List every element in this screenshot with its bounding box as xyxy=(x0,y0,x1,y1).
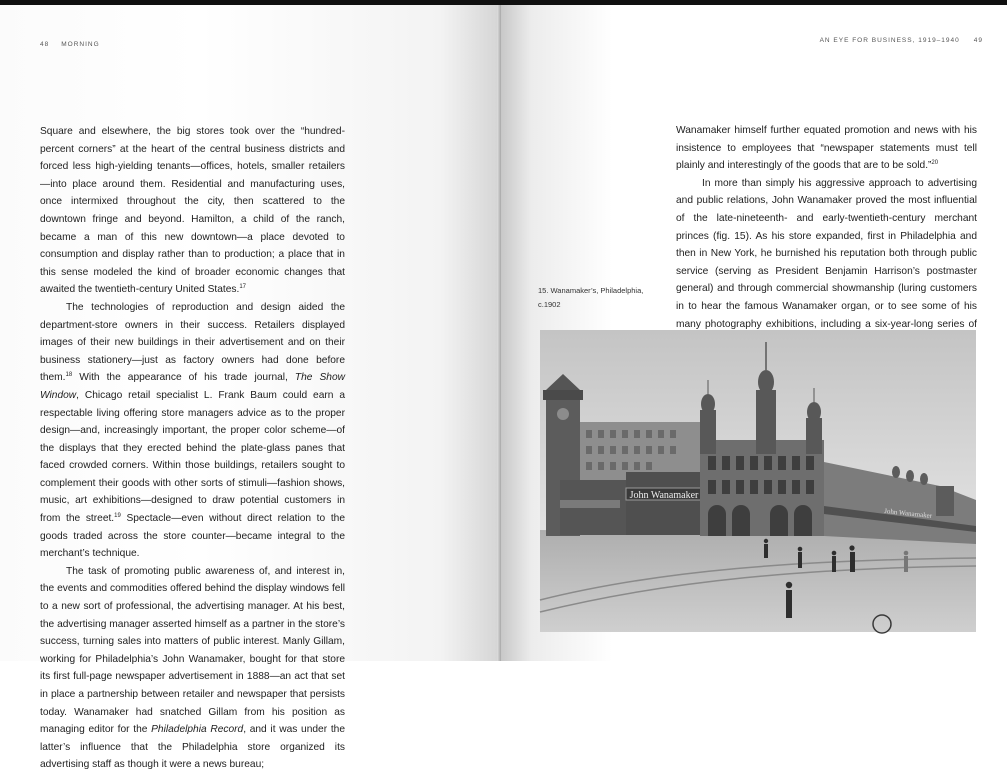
left-paragraph-3: The task of promoting public awareness of, and interest in, the events and commodities offered behind the display windows fell to a new sort of professional, the advertising manager. At his best, the advertising manager asserted himself as a partner in the store’s success, turning sales into matters of public interest. Manly Gillam, working for Philadelphia’s John Wanamaker, bought for that store its first full-page newspaper advertisement in 1888—an act that set in place a partnership between retailer and newspaper that persists today. Wanamaker had snatched Gillam from his position as managing editor for the Philadelphia Record, and it was under the latter’s influence that the Philadelphia store organized its advertising staff as though it were a news bureau; xyxy=(40,565,345,771)
left-running-head xyxy=(40,41,100,48)
text-line: them. Residential and manufacturing uses, once intermixed throughout xyxy=(40,178,345,208)
main-building xyxy=(626,472,702,535)
left-text-column xyxy=(40,123,345,774)
text-line: high-yielding tenants—offices, hotels, smaller retailers—into place around xyxy=(40,161,346,190)
right-text-column xyxy=(676,122,977,351)
right-section-title: AN EYE FOR BUSINESS, 1919–1940 xyxy=(819,37,960,44)
text-line: awaited the twentieth-century United States. xyxy=(40,284,240,296)
store-sign: John Wanamaker xyxy=(629,490,699,501)
publication-title: The Show Window xyxy=(40,372,345,401)
left-page xyxy=(0,5,501,771)
left-paragraph-1 xyxy=(40,123,345,299)
text-line: that in this sense modeled the kind of broader economic changes that xyxy=(40,249,345,278)
text-line: the city, then scattered to the downtown fringe and beyond. Hamilton, xyxy=(40,196,345,225)
text-line: corners” at the heart of the central business districts and forced less xyxy=(40,143,345,173)
publication-title: Philadelphia Record xyxy=(151,724,244,736)
wanamaker-store-photo xyxy=(540,330,976,632)
text-line: devoted to consumption and display rather than to production; a place xyxy=(40,231,345,261)
right-paragraph-2: In more than simply his aggressive approach to advertising and public relations, John Wanamaker proved the most influential of the late-nineteenth- and early-twentieth-century merchant princes (fig. 15). As his store expanded, first in Philadelphia and then in New York, he burnished his reputation both through public service (serving as President Benjamin Harrison’s postmaster general) and through commercial showmanship (luring customers in to hear the famous Wanamaker organ, or to see some of his many photography exhibitions, including a six-year-long series of xyxy=(676,177,977,330)
figure-caption: 15. Wanamaker’s, Philadelphia, c.1902 xyxy=(538,286,644,309)
footnote-ref: 17 xyxy=(239,284,247,291)
footnote-ref: 20 xyxy=(931,160,939,167)
left-section-title: MORNING xyxy=(61,41,100,48)
street xyxy=(540,530,976,632)
text-line: a child of the ranch, became a man of this new downtown—a place xyxy=(40,213,345,243)
footnote-ref: 18 xyxy=(65,372,73,379)
right-page xyxy=(501,5,1007,661)
right-running-head xyxy=(820,37,983,44)
right-page-number: 49 xyxy=(973,37,983,44)
text-line: Square and elsewhere, the big stores took over the “hundred-percent xyxy=(40,126,345,155)
left-paragraph-2: The technologies of reproduction and design aided the department-store owners in their success. Retailers displayed images of their new buildings in their advertisement and on their business stationery—just as factory owners had done before them.$^{18}$ With the appearance of his trade journal, The Show Window, Chicago retail specialist L. Frank Baum could earn a respectable living offering store managers advice as to the proper design—and, increasingly important, the proper color scheme—of the displays that they erected behind the plate-glass panes that faced crowded corners. Within those buildings, retailers sought to complement their goods with other sorts of stimuli—fashion shows, music, art exhibitions—designed to draw potential customers in from the street.$^{19}$ Spectacle—even without direct relation to the goods traded across the store counter—became integral to the merchant’s technique. xyxy=(40,301,345,560)
right-paragraph-1: Wanamaker himself further equated promotion and news with his insistence to employees that “newspaper statements must tell plainly and interestingly of the goods that are to be sold.”$^{20}$ xyxy=(676,125,977,172)
footnote-ref: 19 xyxy=(114,513,121,520)
left-page-number: 48 xyxy=(40,41,50,48)
store-sign-right: John Wanamaker xyxy=(883,507,933,521)
photo-illustration xyxy=(540,330,976,632)
